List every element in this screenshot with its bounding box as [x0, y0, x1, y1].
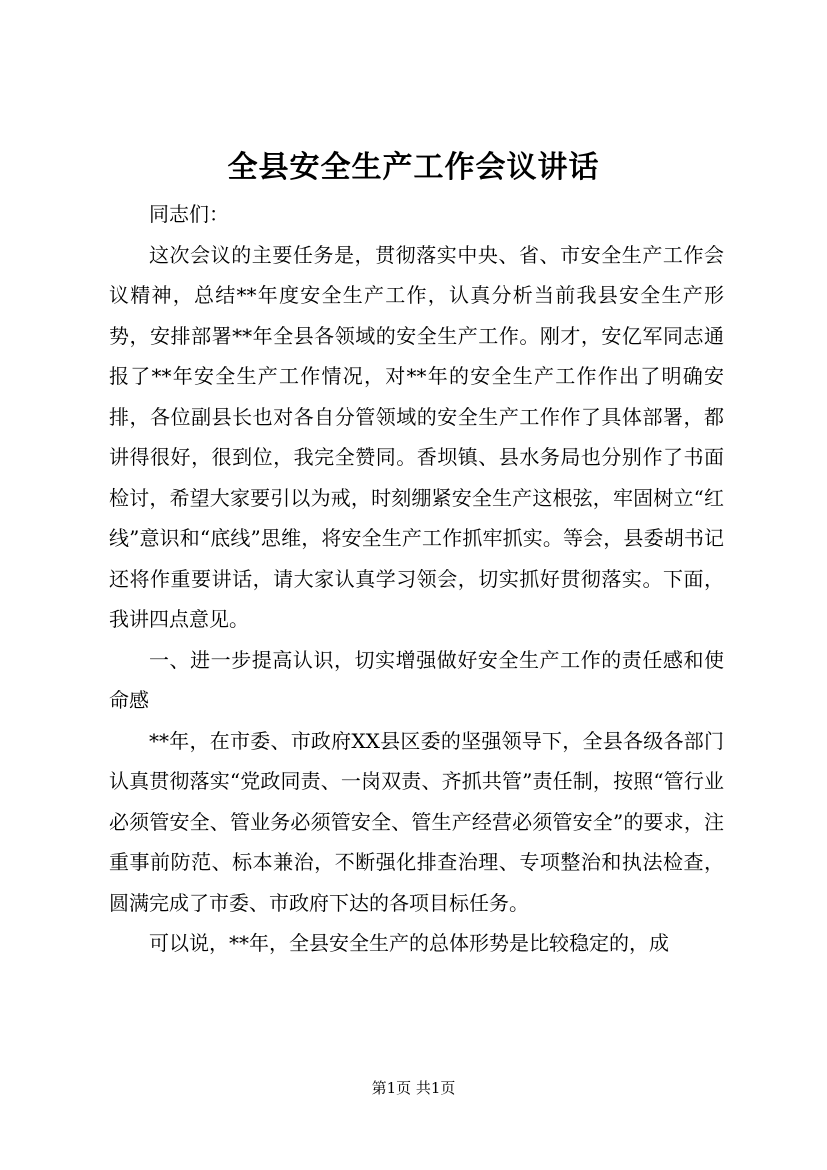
salutation-paragraph: 同志们： — [149, 202, 229, 226]
body-paragraph-continued: 可以说，**年，全县安全生产的总体形势是比较稳定的，成 — [149, 931, 669, 955]
document-body — [109, 194, 724, 964]
section-heading-1: 一、进一步提高认识，切实增强做好安全生产工作的责任感和使命感 — [109, 647, 724, 712]
body-paragraph: **年，在市委、市政府XX县区委的坚强领导下，全县各级各部门认真贯彻落实“党政同责、一岗双责、齐抓共管”责任制，按照“管行业必须管安全、管业务必须管安全、管生产经营必须管安全”的要求，注重事前防范、标本兼治，不断强化排查治理、专项整治和执法检查，圆满完成了市委、市政府下达的各项目标任务。 — [109, 728, 724, 915]
page-footer: 第1页 共1页 — [371, 1079, 456, 1097]
document-title: 全县安全生产工作会议讲话 — [227, 150, 600, 185]
opening-paragraph: 这次会议的主要任务是，贯彻落实中央、省、市安全生产工作会议精神，总结**年度安全生产工作，认真分析当前我县安全生产形势，安排部署**年全县各领域的安全生产工作。刚才，安亿军同志通报了**年安全生产工作情况，对**年的安全生产工作作出了明确安排，各位副县长也对各自分管领域的安全生产工作作了具体部署，都讲得很好，很到位，我完全赞同。香坝镇、县水务局也分别作了书面检讨，希望大家要引以为戒，时刻绷紧安全生产这根弦，牢固树立“红线”意识和“底线”思维，将安全生产工作抓牢抓实。等会，县委胡书记还将作重要讲话，请大家认真学习领会，切实抓好贯彻落实。下面，我讲四点意见。 — [109, 242, 724, 631]
